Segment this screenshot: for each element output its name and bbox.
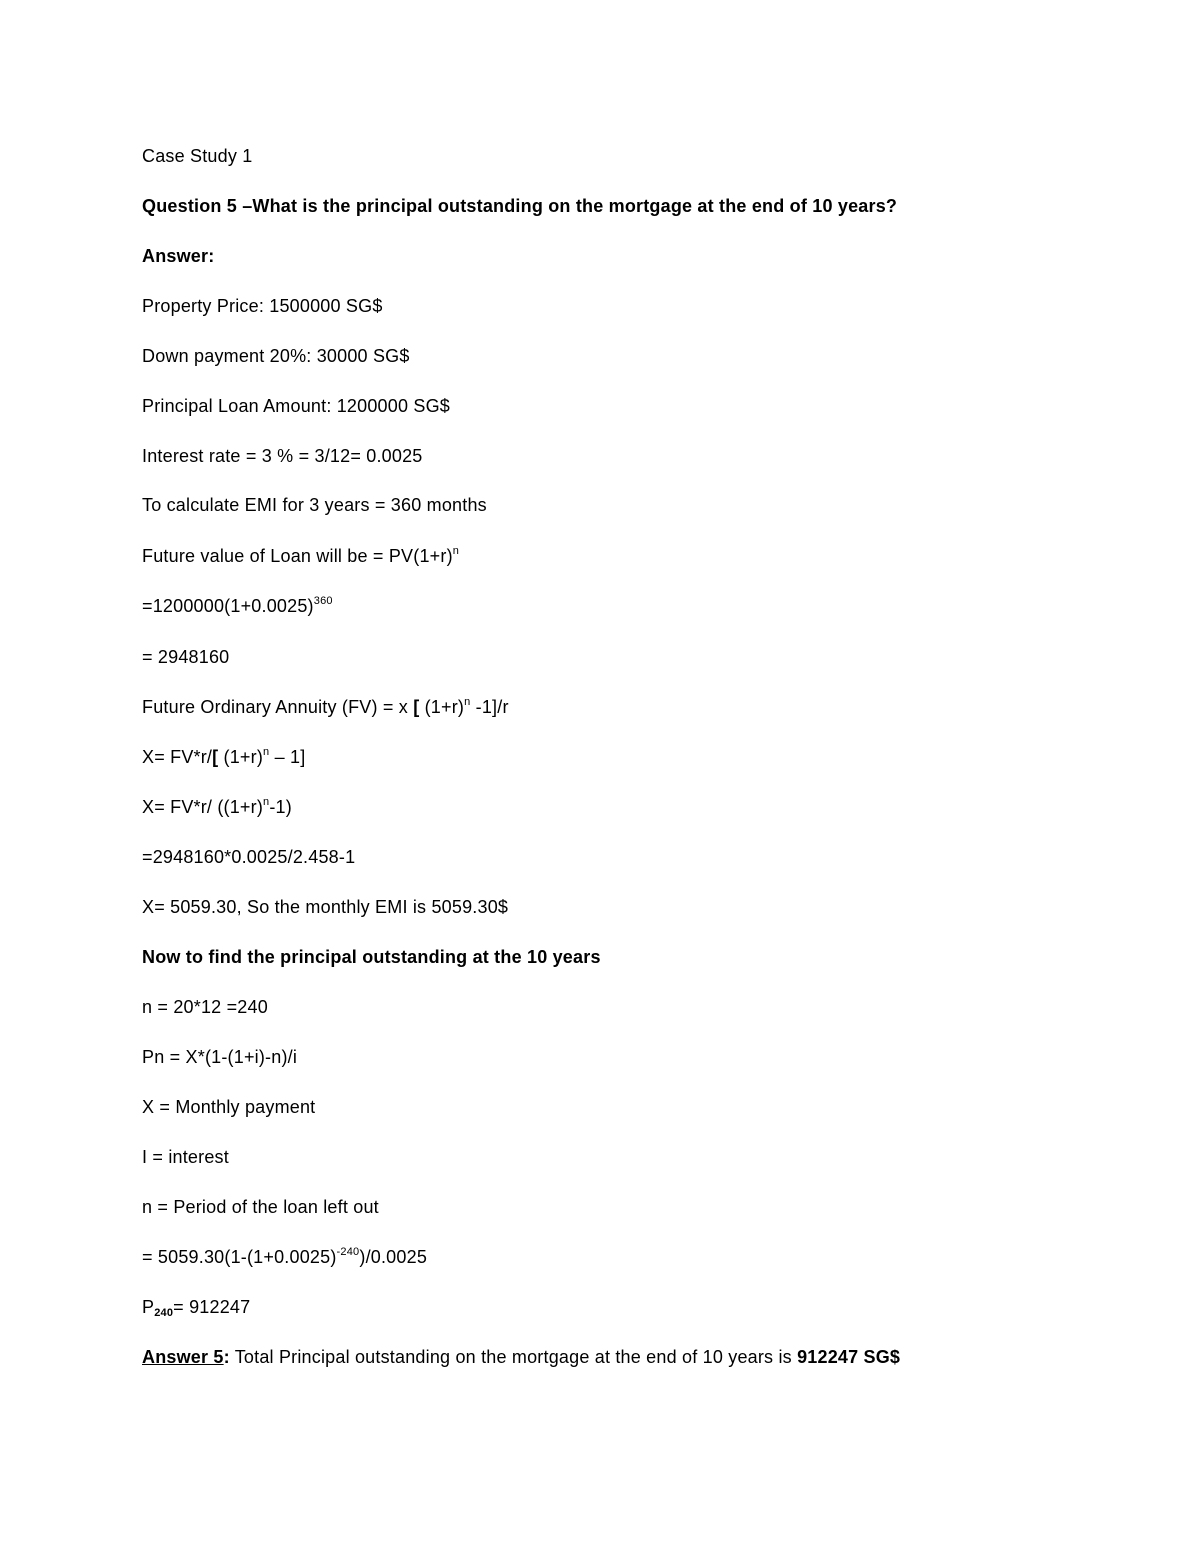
p240-symbol: P (142, 1297, 155, 1317)
x-formula-1-post: – 1] (269, 747, 306, 767)
exponent-n: n (452, 545, 460, 557)
future-value-loan-line (142, 545, 459, 567)
principal-loan-line: Principal Loan Amount: 1200000 SG$ (142, 396, 451, 416)
x-definition-line: X = Monthly payment (142, 1097, 316, 1117)
question-heading: Question 5 –What is the principal outstanding on the mortgage at the end of 10 years? (142, 196, 898, 216)
x-formula-line-1 (142, 746, 305, 768)
future-annuity-line (142, 696, 509, 718)
document-title: Case Study 1 (142, 146, 253, 166)
pn-calc-post: )/0.0025 (359, 1247, 428, 1267)
x-formula-2-pre: X= FV*r/ ((1+r) (142, 797, 264, 817)
x-formula-1-bracket: [ (212, 747, 219, 767)
future-value-loan-text: Future value of Loan will be = PV(1+r) (142, 546, 453, 566)
exponent-360: 360 (313, 595, 333, 607)
final-answer-value: 912247 SG$ (797, 1347, 901, 1367)
interest-rate-line: Interest rate = 3 % = 3/12= 0.0025 (142, 446, 423, 466)
n-definition-line: n = Period of the loan left out (142, 1197, 379, 1217)
future-annuity-mid: (1+r) (419, 697, 465, 717)
p240-subscript: 240 (154, 1307, 174, 1319)
future-annuity-pre: Future Ordinary Annuity (FV) = x (142, 697, 414, 717)
x-calc-line: =2948160*0.0025/2.458-1 (142, 847, 356, 867)
pn-calc-line (142, 1246, 427, 1268)
future-value-result-line: = 2948160 (142, 647, 230, 667)
final-answer-colon: : (223, 1347, 230, 1367)
future-value-calc-line (142, 595, 333, 617)
final-answer-label: Answer 5 (142, 1347, 224, 1367)
x-formula-2-exponent: n (263, 796, 270, 808)
i-definition-line: I = interest (142, 1147, 229, 1167)
pn-calc-exponent: -240 (336, 1246, 360, 1258)
x-formula-2-post: -1) (269, 797, 292, 817)
final-answer-text: Total Principal outstanding on the mortgage at the end of 10 years is (229, 1347, 798, 1367)
x-formula-1-mid: (1+r) (218, 747, 264, 767)
x-formula-line-2 (142, 796, 292, 818)
section-heading: Now to find the principal outstanding at the 10 years (142, 947, 601, 967)
p240-line (142, 1296, 250, 1318)
future-annuity-bracket: [ (413, 697, 420, 717)
pn-calc-pre: = 5059.30(1-(1+0.0025) (142, 1247, 337, 1267)
pn-formula-line: Pn = X*(1-(1+i)-n)/i (142, 1047, 298, 1067)
answer-label: Answer: (142, 246, 215, 266)
p240-value: = 912247 (173, 1297, 251, 1317)
down-payment-line: Down payment 20%: 30000 SG$ (142, 346, 410, 366)
future-value-calc-text: =1200000(1+0.0025) (142, 596, 314, 616)
x-formula-1-pre: X= FV*r/ (142, 747, 213, 767)
property-price-line: Property Price: 1500000 SG$ (142, 296, 383, 316)
final-answer-line (142, 1346, 900, 1368)
future-annuity-post: -1]/r (470, 697, 509, 717)
emi-period-line: To calculate EMI for 3 years = 360 months (142, 495, 487, 515)
future-annuity-exponent: n (464, 696, 471, 708)
n-calc-line: n = 20*12 =240 (142, 997, 268, 1017)
x-result-line: X= 5059.30, So the monthly EMI is 5059.30$ (142, 897, 509, 917)
x-formula-1-exponent: n (263, 746, 270, 758)
